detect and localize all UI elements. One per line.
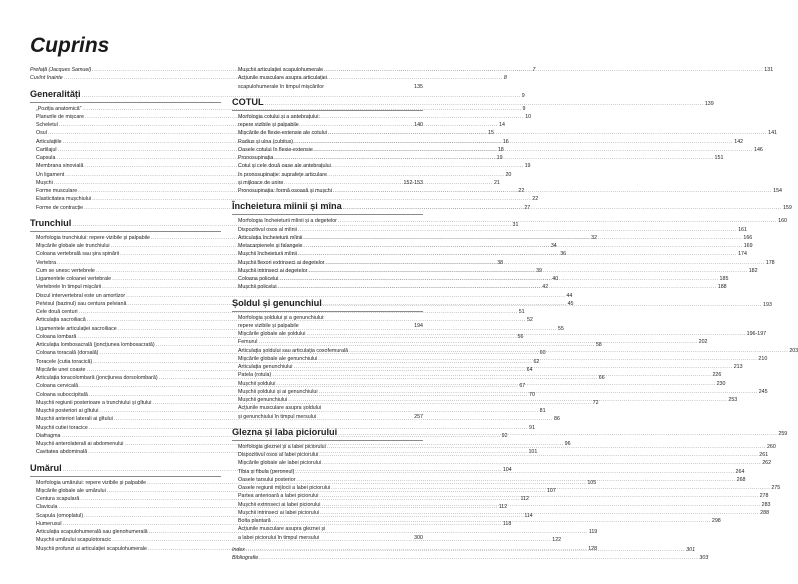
toc-entry-label: Mișcările globale ale șoldului: [238, 331, 306, 337]
dot-leader: [322, 459, 761, 467]
toc-entry[interactable]: [30, 105, 526, 113]
dot-leader: [293, 363, 732, 371]
toc-entry-label: Articulația toracolombară (joncțiunea dorsolombară): [36, 375, 158, 381]
toc-page-number: 166: [743, 234, 753, 241]
toc-entry[interactable]: [232, 66, 774, 74]
section-rule: [30, 476, 221, 477]
toc-page-number: 283: [761, 501, 771, 508]
toc-entry-label: Articulația încheieturii mîinii: [238, 234, 303, 241]
dot-leader: [303, 234, 742, 242]
toc-entry-label: Mușchii flexori extrinseci ai degetelor: [238, 259, 325, 266]
toc-entry-label: Mișcările de flexie-extensie ale cotului: [238, 130, 327, 137]
dot-leader: [327, 443, 766, 451]
toc-entry-label: Discul intervertebral este un amortizor: [36, 292, 126, 299]
toc-page-number: 14: [499, 122, 505, 128]
toc-entry-label: Coloana suboccipitală: [36, 391, 88, 398]
toc-entry[interactable]: [232, 413, 423, 421]
toc-entry-label: repere vizibile și palpabile: [238, 322, 299, 329]
page-title: Cuprins: [30, 34, 110, 57]
toc-entry-label: Oasele cotului în flexie-extensie: [238, 146, 313, 153]
toc-entry-label: Bibliografie: [232, 555, 259, 561]
toc-entry-label: Mușchii cutiei toracice: [36, 424, 88, 431]
toc-entry-label: Mișcările unei coaste: [36, 366, 86, 373]
toc-page-number: 288: [760, 509, 770, 516]
toc-entry-label: Oasele regiunii mijlocii a labei piciorului: [238, 485, 331, 491]
dot-leader: [326, 259, 765, 267]
dot-leader: [324, 66, 763, 74]
toc-page-number: 182: [748, 267, 758, 274]
toc-entry-label: Cavitatea abdominală: [36, 449, 88, 456]
toc-page-number: 226: [712, 372, 722, 379]
toc-page-number: 36: [560, 251, 567, 258]
toc-page-number: 230: [716, 380, 726, 387]
toc-entry-label: Membrana sinovială: [36, 163, 84, 170]
section-title: Generalități: [30, 88, 81, 99]
toc-entry-label: Morfologia trunchiului: repere vizibile și palpabile: [36, 234, 150, 241]
toc-page-number: 118: [502, 520, 512, 527]
toc-page-number: 142: [734, 138, 744, 145]
toc-entry-label: Mișcările globale ale labei piciorului: [238, 460, 322, 467]
toc-entry-label: Morfologia șoldului și a genunchiului:: [238, 314, 325, 321]
toc-entry-label: Mușchii profunzi ai articulației scapulohumerale: [36, 545, 147, 552]
toc-page-number: 18: [497, 146, 504, 153]
toc-entry[interactable]: [232, 534, 423, 542]
dot-leader: [319, 492, 758, 500]
toc-entry-label: Mușchii genunchiului: [238, 397, 288, 403]
dot-leader: [258, 338, 697, 346]
toc-entry-label: Morfologia cotului și a antebrațului:: [238, 113, 320, 120]
toc-page-number: 51: [518, 309, 525, 315]
toc-page-number: 169: [743, 243, 753, 249]
toc-entry-label: Ligamentele articulației sacroiliace: [36, 325, 117, 332]
toc-entry-label: Diafragma: [36, 432, 61, 439]
toc-entry-label: Vertebra: [36, 259, 57, 266]
toc-page-number: 151: [714, 155, 724, 161]
toc-page-number: 21: [493, 179, 500, 186]
toc-entry[interactable]: [232, 314, 423, 322]
toc-entry-label: Mușchi: [36, 179, 53, 186]
toc-entry-label: Forme de contracție: [36, 204, 84, 211]
section-rule: [232, 110, 423, 111]
section-heading[interactable]: [232, 96, 714, 110]
toc-page-number: 19: [524, 163, 531, 170]
dot-leader: [304, 242, 743, 250]
toc-page-number: 34: [550, 243, 557, 249]
toc-entry-label: Acțiunile musculare asupra șoldului: [238, 405, 322, 412]
toc-page-number: 128: [588, 545, 598, 552]
toc-page-number: 42: [542, 284, 549, 291]
toc-page-number: 56: [517, 333, 524, 340]
toc-entry-label: Femurul: [238, 339, 258, 346]
dot-leader: [298, 250, 737, 258]
dot-leader: [321, 501, 760, 509]
toc-entry[interactable]: [30, 432, 508, 440]
toc-entry-label: Articulația lombosacrală (joncțiunea lombosacrată): [36, 342, 155, 348]
toc-entry-label: Mușchii regiunii posterioare a trunchiului și gîtului: [36, 399, 152, 406]
toc-page-number: 44: [566, 292, 573, 299]
toc-entry-label: Mușchii posteriori ai gîtului: [36, 408, 99, 414]
toc-page-number: 10: [525, 113, 532, 120]
toc-entry[interactable]: [232, 525, 423, 533]
section-page-number: 9: [521, 92, 525, 99]
section-title: COTUL: [232, 96, 264, 107]
toc-page-number: 101: [528, 449, 538, 456]
toc-entry-label: Humerusul: [36, 520, 62, 527]
toc-page-number: 122: [552, 537, 562, 544]
toc-page-number: 52: [526, 317, 533, 324]
toc-entry-label: Mușchii umărului scapulotoracic: [36, 537, 112, 544]
toc-entry[interactable]: [30, 292, 573, 300]
section-page-number: 139: [704, 100, 714, 107]
toc-entry-label: în pronosupinație: suprafețe articulare: [238, 171, 327, 178]
toc-page-number: 96: [564, 441, 571, 447]
toc-entry-label: Patela (rotula): [238, 372, 272, 379]
toc-entry-label: Articulația scapulohumerală sau glenohumerală: [36, 529, 148, 535]
toc-page-number: 16: [502, 138, 509, 145]
toc-entry[interactable]: [30, 195, 539, 203]
toc-page-number: 39: [536, 267, 542, 274]
toc-entry-label: Un ligament: [36, 171, 65, 178]
dot-leader: [279, 275, 718, 283]
dot-leader: [272, 517, 711, 525]
toc-entry-label: Metacarpienele și falangele: [238, 243, 303, 249]
dot-leader: [320, 509, 759, 517]
toc-entry[interactable]: [232, 74, 423, 82]
section-title: Trunchiul: [30, 217, 72, 228]
toc-page-number: 119: [588, 529, 598, 535]
toc-entry-label: Cum se unesc vertebrele: [36, 267, 95, 274]
toc-page-number: 45: [567, 300, 574, 307]
toc-entry[interactable]: [232, 113, 423, 121]
section-title: Șoldul și genunchiul: [232, 297, 322, 308]
toc-entry-label: Morfologia încheieturii mîinii și a degetelor: [238, 218, 337, 225]
section-page-number: 104: [502, 466, 512, 473]
toc-page-number: 40: [552, 276, 559, 282]
toc-entry[interactable]: [232, 404, 423, 412]
toc-entry-label: a labei piciorului în timpul mersului: [238, 534, 319, 541]
toc-entry[interactable]: [232, 554, 709, 562]
toc-entry-label: Articulațiile: [36, 138, 62, 145]
toc-entry-label: Dispozitivul osos al mîinii: [238, 226, 297, 233]
toc-page-number: 257: [414, 413, 423, 420]
toc-entry-label: și genunchiului în timpul mersului: [238, 413, 317, 420]
toc-page-number: 210: [758, 355, 768, 362]
toc-entry-label: Oasele tarsului posterior: [238, 476, 296, 483]
toc-page-number: 112: [520, 496, 529, 502]
toc-page-number: 114: [524, 512, 533, 519]
toc-page-number: 300: [414, 534, 423, 541]
toc-entry-label: Forme musculare: [36, 188, 78, 194]
toc-entry[interactable]: [232, 226, 747, 234]
toc-page-number: 62: [533, 358, 540, 365]
toc-page-number: 86: [554, 416, 560, 423]
toc-entry-label: repere vizibile și palpabile: [238, 122, 299, 128]
toc-page-number: 55: [557, 325, 564, 332]
toc-page-number: 213: [733, 364, 743, 370]
toc-page-number: 66: [598, 375, 605, 381]
toc-page-number: 7: [532, 67, 536, 73]
dot-leader: [314, 146, 753, 154]
toc-page-number: 268: [736, 476, 746, 483]
section-rule: [232, 214, 423, 215]
toc-page-number: 178: [765, 259, 775, 266]
dot-leader: [308, 267, 747, 275]
toc-entry-label: Coloana cervicală: [36, 383, 79, 390]
section-title: Glezna și laba piciorului: [232, 426, 338, 437]
dot-leader: [333, 187, 772, 195]
toc-entry-label: Morfologia umărului: repere vizibile și palpabile: [36, 479, 147, 486]
toc-entry-label: și mijloace de unire: [238, 179, 284, 186]
toc-page-number: 203: [789, 347, 798, 354]
toc-entry-label: Cele două centuri: [36, 309, 78, 315]
toc-page-number: 22: [518, 188, 525, 194]
dot-leader: [259, 554, 698, 562]
toc-entry-label: Mișcările globale ale genunchiului: [238, 355, 318, 362]
toc-entry-label: Morfologia gleznei și a labei piciorului: [238, 443, 326, 450]
toc-page-number: 20: [505, 171, 512, 178]
toc-entry[interactable]: [232, 162, 423, 170]
toc-page-number: 140: [414, 122, 423, 128]
dot-leader: [265, 99, 704, 110]
toc-page-number: 202: [698, 339, 708, 346]
toc-page-number: 112: [498, 504, 508, 511]
dot-leader: [319, 451, 758, 459]
toc-entry-label: „Poziția anatomică”: [36, 105, 82, 112]
toc-entry-label: Pelvisul (bazinul) sau centura pelviană: [36, 300, 127, 307]
toc-entry[interactable]: [30, 308, 525, 316]
section-title: Încheietura mîinii și mîna: [232, 201, 342, 212]
dot-leader: [246, 546, 685, 554]
toc-page-number: 8: [503, 75, 507, 82]
toc-entry-label: Coloana toracală (dorsală): [36, 350, 99, 357]
toc-entry-label: scapulohumerale în timpul mișcărilor: [238, 83, 324, 90]
toc-page-number: 262: [762, 460, 772, 467]
toc-page-number: 105: [587, 479, 597, 486]
toc-entry-label: Mișcările globale ale umărului: [36, 487, 106, 494]
toc-entry-label: Tibia și fibula (peroneul): [238, 468, 295, 475]
toc-page-number: 253: [728, 397, 738, 403]
toc-entry-label: Mușchii șoldului și ai genunchiului: [238, 388, 318, 395]
toc-entry[interactable]: [232, 459, 772, 467]
toc-entry-label: Mușchii anterolaterali ai abdomenului: [36, 441, 124, 447]
toc-page-number: 275: [771, 485, 781, 491]
toc-entry-label: Coloana lombară: [36, 333, 77, 340]
toc-entry[interactable]: [232, 171, 423, 179]
toc-page-number: 161: [738, 226, 747, 233]
dot-leader: [274, 154, 713, 162]
toc-entry[interactable]: [232, 322, 423, 330]
dot-leader: [349, 347, 788, 355]
toc-entry-label: Coloana vertebrală sau șira spinării: [36, 251, 120, 258]
toc-entry-label: Cartilajul: [36, 146, 57, 153]
dot-leader: [272, 371, 711, 379]
toc-entry-label: Radius și ulna (cubitus): [238, 138, 294, 145]
toc-page-number: 194: [414, 322, 423, 329]
toc-entry-label: Cotul și cele două oase ale antebrațului: [238, 163, 331, 170]
toc-page-number: 107: [546, 487, 556, 494]
dot-leader: [278, 283, 717, 291]
toc-page-number: 278: [759, 493, 769, 500]
toc-entry-label: Prefață (Jacques Samuel): [30, 67, 92, 73]
toc-entry-label: Planurile de mișcare: [36, 113, 84, 120]
dot-leader: [338, 217, 777, 225]
toc-entry-label: Scapula (omoplatul): [36, 512, 84, 519]
toc-entry-label: Acțiunile musculare asupra articulației: [238, 75, 327, 82]
toc-page-number: 261: [759, 452, 769, 458]
dot-leader: [319, 388, 758, 396]
toc-page-number: 298: [711, 518, 721, 524]
dot-leader: [288, 396, 727, 404]
dot-leader: [338, 429, 777, 440]
toc-entry-label: Index: [232, 546, 245, 553]
toc-page-number: 19: [496, 155, 503, 161]
toc-entry-label: Mușchii șoldului: [238, 380, 276, 387]
toc-entry-label: Vertebrele în timpul mișcării: [36, 284, 102, 291]
toc-entry-label: Elasticitatea mușchiului: [36, 196, 92, 203]
toc-entry-label: Articulația sacroiliacă: [36, 317, 86, 324]
toc-page-number: 141: [768, 130, 777, 137]
toc-page-number: 9: [522, 105, 526, 112]
toc-entry-label: Mușchii extrinseci ai labei piciorului: [238, 501, 321, 508]
toc-entry-label: Mușchii intrinseci ai labei piciorului: [238, 509, 319, 516]
toc-page-number: 174: [738, 251, 747, 258]
dot-leader: [306, 330, 745, 338]
section-rule: [232, 440, 423, 441]
toc-page-number: 160: [778, 218, 787, 225]
section-page-number: 259: [778, 430, 788, 437]
toc-page-number: 70: [529, 391, 535, 398]
section-rule: [232, 311, 423, 312]
toc-entry-label: Scheletul: [36, 122, 58, 128]
toc-page-number: 67: [519, 383, 526, 390]
toc-page-number: 188: [717, 284, 727, 291]
toc-page-number: 32: [591, 234, 598, 241]
toc-page-number: 135: [414, 83, 423, 90]
toc-entry-label: Acțiunile musculare asupra gleznei și: [238, 526, 326, 533]
toc-page-number: 81: [539, 408, 546, 414]
toc-entry-label: Ligamentele coloanei vertebrale: [36, 276, 112, 282]
toc-entry-label: Coloana policelui: [238, 276, 279, 282]
toc-entry[interactable]: [232, 179, 423, 187]
toc-page-number: 131: [764, 67, 774, 73]
toc-entry-label: Osul: [36, 130, 47, 137]
toc-page-number: 64: [526, 366, 533, 373]
dot-leader: [276, 380, 715, 388]
toc-page-number: 245: [758, 388, 768, 395]
toc-page-number: 146: [754, 146, 763, 153]
dot-leader: [323, 300, 762, 311]
toc-page-number: 301: [686, 546, 696, 553]
dot-leader: [294, 138, 733, 146]
toc-page-number: 264: [735, 468, 745, 475]
dot-leader: [328, 129, 767, 137]
dot-leader: [318, 355, 757, 363]
dot-leader: [295, 468, 734, 476]
toc-entry-label: Articulația șoldului sau articulația coxofemurală: [238, 347, 349, 354]
toc-entry-label: Centura scapulară: [36, 496, 80, 502]
toc-entry-label: Capsula: [36, 155, 56, 161]
toc-entry-label: Pronosupinația: [238, 155, 274, 161]
section-title: Umărul: [30, 462, 62, 473]
dot-leader: [298, 226, 737, 234]
toc-page-number: 260: [766, 443, 776, 450]
toc-page-number: 196-197: [746, 331, 767, 337]
toc-page-number: 22: [532, 196, 539, 203]
section-page-number: 31: [512, 221, 519, 228]
toc-page-number: 185: [719, 276, 729, 282]
toc-page-number: 58: [595, 342, 602, 348]
toc-entry-label: Cuvînt înainte: [30, 75, 63, 82]
dot-leader: [331, 484, 770, 492]
toc-entry-label: Articulația genunchiului: [238, 364, 293, 370]
toc-entry-label: Toracele (cutia toracică): [36, 358, 93, 365]
toc-page-number: 154: [773, 188, 782, 194]
toc-entry-label: Mușchii intrinseci ai degetelor: [238, 267, 308, 274]
toc-entry-label: Mușchii încheieturii mîinii: [238, 251, 297, 258]
section-rule: [30, 102, 221, 103]
toc-entry-label: Clavicula: [36, 504, 58, 511]
dot-leader: [296, 476, 735, 484]
toc-page-number: 152-153: [403, 179, 423, 186]
section-page-number: 193: [763, 301, 772, 308]
toc-entry-label: Bolta plantară: [238, 518, 271, 524]
toc-entry-label: Mușchii policelui: [238, 284, 277, 291]
toc-page-number: 15: [488, 130, 495, 137]
toc-page-number: 27: [524, 204, 531, 211]
toc-entry-label: Mișcările globale ale trunchiului: [36, 243, 110, 249]
toc-page-number: 38: [497, 259, 504, 266]
toc-page-number: 92: [501, 432, 508, 439]
dot-leader: [343, 203, 782, 214]
toc-page-number: 72: [592, 399, 599, 406]
section-rule: [30, 231, 221, 232]
section-page-number: 159: [782, 205, 792, 212]
toc-entry[interactable]: [232, 83, 423, 91]
toc-entry-label: Pronosupinația: formă osoasă și mușchi: [238, 188, 332, 194]
toc-entry-label: Partea anterioară a labei piciorului: [238, 493, 319, 500]
toc-entry-label: Dispozitivul osos al labei piciorului: [238, 452, 319, 458]
toc-entry-label: Mușchii articulației scapulohumerale: [238, 67, 324, 73]
toc-page-number: 60: [539, 350, 546, 357]
toc-page-number: 91: [529, 424, 535, 431]
toc-entry-label: Mușchii anteriori laterali ai gîtului: [36, 416, 113, 423]
toc-page-number: 303: [699, 555, 709, 561]
toc-entry[interactable]: [232, 121, 423, 129]
